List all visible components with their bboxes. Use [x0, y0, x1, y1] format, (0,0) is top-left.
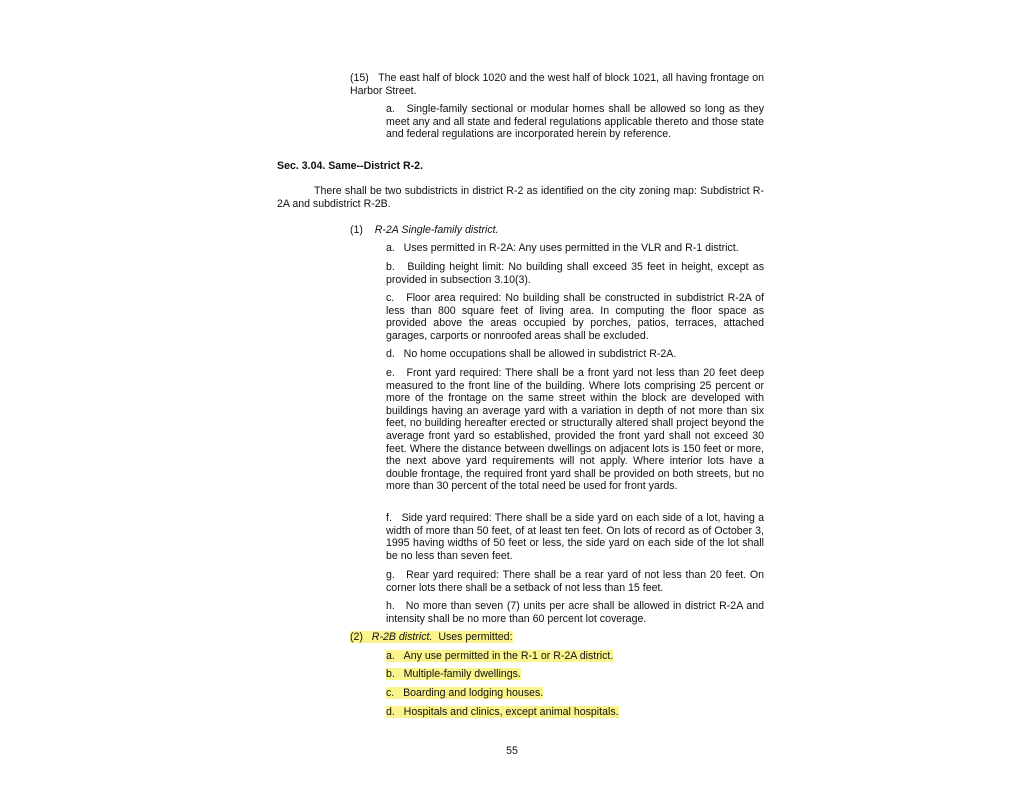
r2a-item-e: e. Front yard required: There shall be a front yard not less than 20 feet deep measured to the front line of the building. Where lots comprising 25 percent or more of the frontage on the same street within the block are developed with buildings having an average yard with a variation in depth of not more than six feet, no building hereafter erected or structurally altered shall project beyond the average front yard so established, provided the front yard shall not exceed 30 feet. Where the distance between dwellings on adjacent lots is 150 feet or more, the next above yard requirements will not apply. Where interior lots have a double frontage, the required front yard shall be provided on both streets, but no more than 30 percent of the total need be used for front yards.	[386, 367, 764, 493]
item-15-text: (15) The east half of block 1020 and the west half of block 1021, all having frontage on Harbor Street.	[350, 72, 764, 97]
r2b-title: R-2B district.	[371, 631, 433, 643]
r2a-item-f: f. Side yard required: There shall be a side yard on each side of a lot, having a width of more than 50 feet, of at least ten feet. On lots of record as of October 3, 1995 having widths of 50 feet or less, the side yard on each side of the lot shall be no less than seven feet.	[386, 512, 764, 562]
r2b-item-d-text: d. Hospitals and clinics, except animal hospitals.	[386, 706, 619, 718]
r2b-heading	[350, 631, 513, 644]
section-heading: Sec. 3.04. Same--District R-2.	[277, 160, 424, 172]
r2a-item-g: g. Rear yard required: There shall be a rear yard of not less than 20 feet. On corner lots there shall be a setback of not less than 15 feet.	[386, 569, 764, 594]
r2a-heading	[350, 224, 764, 237]
r2b-item-a	[386, 650, 613, 663]
section-intro: There shall be two subdistricts in district R-2 as identified on the city zoning map: Subdistrict R-2A and subdistrict R-2B.	[277, 185, 764, 210]
page-number: 55	[506, 745, 518, 757]
r2b-item-d	[386, 706, 619, 719]
r2a-item-b: b. Building height limit: No building shall exceed 35 feet in height, except as provided in subsection 3.10(3).	[386, 261, 764, 286]
r2a-title: R-2A Single-family district.	[374, 224, 499, 236]
item-15-a: a. Single-family sectional or modular homes shall be allowed so long as they meet any and all state and federal regulations applicable thereto and those state and federal regulations are incorporated herein by reference.	[386, 103, 764, 141]
r2b-item-b	[386, 668, 521, 681]
r2a-number: (1)	[350, 224, 363, 236]
r2a-item-a: a. Uses permitted in R-2A: Any uses permitted in the VLR and R-1 district.	[386, 242, 739, 254]
r2a-item-c: c. Floor area required: No building shall be constructed in subdistrict R-2A of less than 800 square feet of living area. In computing the floor space as provided above the areas occupied by porches, patios, terraces, attached garages, carports or nonroofed areas shall be excluded.	[386, 292, 764, 342]
r2a-item-d: d. No home occupations shall be allowed in subdistrict R-2A.	[386, 348, 677, 360]
r2b-item-b-text: b. Multiple-family dwellings.	[386, 668, 521, 680]
r2b-item-c	[386, 687, 543, 700]
r2b-number: (2)	[350, 631, 363, 643]
r2b-rest: Uses permitted:	[438, 631, 513, 643]
r2b-item-a-text: a. Any use permitted in the R-1 or R-2A district.	[386, 650, 614, 662]
r2b-item-c-text: c. Boarding and lodging houses.	[386, 687, 544, 699]
r2a-item-h: h. No more than seven (7) units per acre shall be allowed in district R-2A and intensity shall be no more than 60 percent lot coverage.	[386, 600, 764, 625]
